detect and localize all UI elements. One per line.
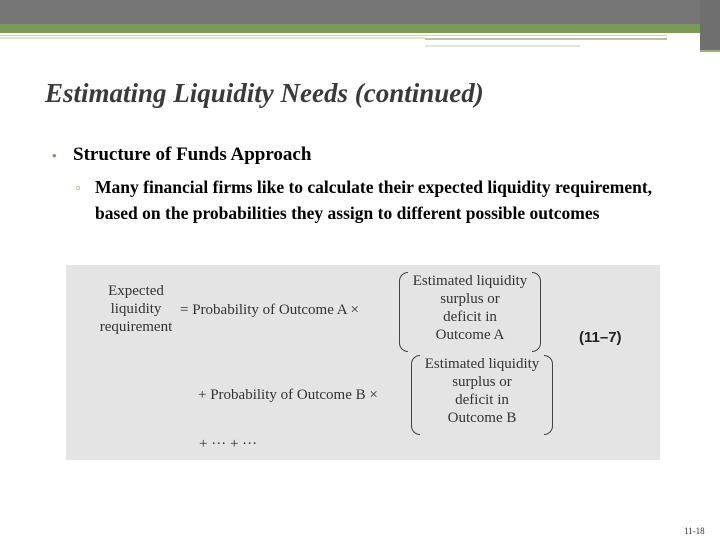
formula-box-a-line: surplus or bbox=[440, 291, 500, 307]
formula-box-b-line: Estimated liquidity bbox=[424, 356, 540, 372]
formula-image bbox=[66, 265, 660, 460]
header-line bbox=[0, 35, 667, 36]
bullet-text: Structure of Funds Approach bbox=[73, 144, 312, 165]
formula-lhs-line: liquidity bbox=[110, 301, 162, 317]
formula-box-b bbox=[413, 355, 551, 427]
formula-box-a-line: deficit in bbox=[443, 309, 497, 325]
header-line bbox=[0, 37, 425, 39]
header-accent-corner bbox=[700, 50, 720, 52]
bullet-marker: • bbox=[52, 148, 57, 163]
formula-box-b-line: surplus or bbox=[452, 374, 512, 390]
formula-continuation: + ··· + ··· bbox=[199, 436, 258, 452]
header-bar-corner bbox=[700, 0, 720, 50]
formula-lhs-line: requirement bbox=[99, 319, 173, 335]
formula-box-a bbox=[402, 272, 538, 344]
formula-term-b: + Probability of Outcome B × bbox=[198, 387, 378, 403]
formula-box-b-line: Outcome B bbox=[447, 410, 517, 426]
formula-term-a: = Probability of Outcome A × bbox=[180, 302, 359, 318]
formula-box-a-line: Outcome A bbox=[435, 327, 505, 343]
formula-lhs bbox=[94, 282, 178, 336]
right-paren bbox=[532, 272, 541, 352]
sub-bullet-marker: ▫ bbox=[76, 180, 81, 195]
page-number: 11-18 bbox=[684, 526, 705, 536]
slide-title: Estimating Liquidity Needs (continued) bbox=[45, 78, 484, 108]
sub-bullet-text: Many financial firms like to calculate their expected liquidity requirement, based on the probabilities they assign to different possible outcomes bbox=[95, 177, 653, 223]
formula-lhs-line: Expected bbox=[108, 283, 164, 299]
header-line bbox=[425, 38, 667, 40]
header-bar bbox=[0, 0, 720, 24]
header-line bbox=[425, 45, 580, 47]
header-accent-bar bbox=[0, 24, 700, 33]
right-paren bbox=[544, 355, 553, 435]
equation-number: (11–7) bbox=[579, 329, 622, 346]
formula-box-a-line: Estimated liquidity bbox=[412, 273, 528, 289]
formula-box-b-line: deficit in bbox=[455, 392, 509, 408]
